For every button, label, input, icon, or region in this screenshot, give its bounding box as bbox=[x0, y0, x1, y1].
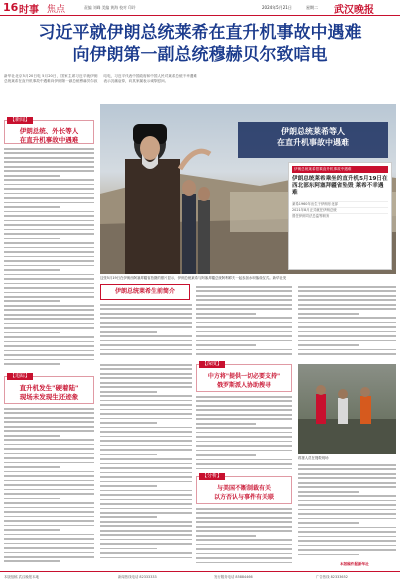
headline-line1: 习近平就伊朗总统莱希在直升机事故中遇难 bbox=[38, 23, 362, 43]
col1-tag2: 【追踪】 bbox=[7, 373, 33, 380]
col1-title2: 在直升机事故中遇难 bbox=[19, 136, 79, 144]
col1-body-1 bbox=[4, 148, 94, 370]
main-headline bbox=[0, 22, 400, 66]
issue-date: 2024年5月21日 bbox=[262, 5, 292, 10]
section-sub: 焦点 bbox=[47, 5, 66, 15]
col3-title-box-2 bbox=[196, 473, 292, 504]
photo-overlay-box bbox=[238, 122, 388, 158]
rescue-caption: 救援人员在搜救现场 bbox=[298, 456, 329, 460]
col3-title3: 与美国不断制裁有关 bbox=[216, 485, 271, 492]
col4-body bbox=[298, 464, 396, 560]
col3-tag: 【深度】 bbox=[199, 361, 225, 368]
profile-title: 伊朗总统莱希生前简介 bbox=[114, 288, 175, 295]
footer-phone2: 发行服务电话 85884466 bbox=[214, 575, 253, 579]
col1-title-box bbox=[4, 117, 94, 144]
col2-body bbox=[100, 364, 192, 568]
col3-title4: 以方否认与事件有关联 bbox=[213, 494, 274, 501]
inset-title: 伊朗总统莱希乘坐的直升机5月19日在西北部东阿塞拜疆省坠毁 莱希不幸遇难 bbox=[292, 176, 388, 196]
inset-items bbox=[292, 201, 388, 219]
paper-logo: 武汉晚报 bbox=[334, 5, 374, 16]
col3-title2: 俄罗斯派人协助搜寻 bbox=[216, 382, 271, 389]
col1-title-box-2 bbox=[4, 373, 94, 404]
footer-phone1: 新闻热线电话 82333333 bbox=[118, 575, 157, 579]
main-photo bbox=[100, 104, 396, 274]
inset-item: 2021年8月正式就任伊朗总统 bbox=[292, 207, 388, 213]
page-number: 16 bbox=[3, 1, 19, 14]
section-title: 时事 bbox=[19, 5, 39, 16]
photo-overlay-line1: 伊朗总统莱希等人 bbox=[281, 127, 345, 136]
photo-caption: 这张5月19日在伊朗西阿塞拜疆省拍摄的照片显示，伊朗总统莱希与阿塞拜疆总统阿利耶夫一起参加水坝落成仪式。新华社发 bbox=[100, 276, 287, 280]
col3-title-box bbox=[196, 361, 292, 392]
footer-ad: 广告热线 82333652 bbox=[316, 575, 348, 579]
mid-col2-body bbox=[196, 286, 292, 360]
editor-line: 责编 刘峰 美编 黄海 校对 印玲 bbox=[84, 5, 136, 10]
mid-col3-body bbox=[298, 286, 396, 360]
col1-tag: 【新闻】 bbox=[7, 117, 33, 124]
byline: 本版稿件据新华社 bbox=[340, 562, 369, 566]
rescue-photo bbox=[298, 364, 396, 454]
col1-title4: 现场未发现生还迹象 bbox=[19, 393, 79, 401]
col3-title1: 中方将"提供一切必要支持" bbox=[207, 373, 281, 380]
inset-header: 伊朗总统莱希搭乘直升机事故中遇难 bbox=[292, 166, 388, 173]
lead-paragraph: 新华社北京5月20日电 5月20日，国家主席习近平就伊朗总统莱希在直升机事故中遇难向伊朗第一副总统穆赫贝尔致唁电，习近平代表中国政府和中国人民对莱希总统不幸遇难表示沉痛哀悼，向其家属表示诚挚慰问。 bbox=[4, 74, 197, 83]
inset-item: 莱希1960年出生于伊朗东北部 bbox=[292, 201, 388, 207]
profile-title-box bbox=[100, 284, 190, 300]
col1-body-2 bbox=[4, 408, 94, 568]
col1-title1: 伊朗总统、外长等人 bbox=[19, 127, 79, 135]
col3-tag2: 【分析】 bbox=[199, 473, 225, 480]
issue-weekday: 星期二 bbox=[306, 5, 318, 10]
col1-title3: 直升机发生"硬着陆" bbox=[19, 384, 79, 392]
inset-card bbox=[288, 162, 392, 270]
inset-item: 曾任伊朗司法总监等职务 bbox=[292, 213, 388, 219]
footer-left: 本版组稿 武汉晚报本地 bbox=[4, 575, 39, 579]
page-header bbox=[0, 0, 400, 16]
profile-body bbox=[100, 304, 192, 360]
col3-body-1 bbox=[196, 396, 292, 472]
headline-line2: 向伊朗第一副总统穆赫贝尔致唁电 bbox=[72, 45, 328, 65]
col3-body-2 bbox=[196, 508, 292, 568]
photo-overlay-line2: 在直升机事故中遇难 bbox=[277, 138, 349, 147]
rescue-scene bbox=[298, 364, 396, 454]
page-footer bbox=[0, 571, 400, 581]
